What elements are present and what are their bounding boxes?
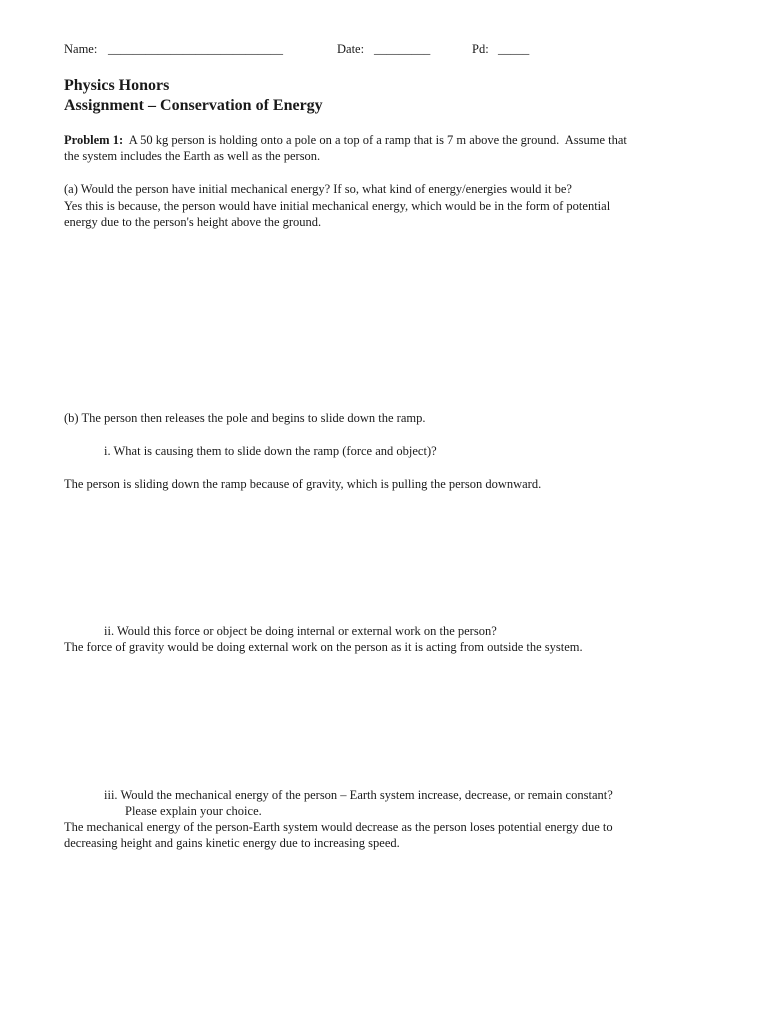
course-title: Physics Honors bbox=[64, 77, 170, 94]
part-a-answer-line2: energy due to the person's height above the ground. bbox=[64, 215, 322, 229]
part-b-question-iii-line2: Please explain your choice. bbox=[125, 804, 262, 818]
date-blank[interactable]: _________ bbox=[374, 42, 431, 56]
problem1-text-1: A 50 kg person is holding onto a pole on a top of a ramp that is 7 m above the ground. Assume that bbox=[123, 133, 627, 147]
part-b-question-iii-line1: iii. Would the mechanical energy of the person – Earth system increase, decrease, or remain constant? bbox=[104, 788, 613, 802]
part-b-question-ii: ii. Would this force or object be doing internal or external work on the person? bbox=[104, 624, 497, 638]
part-b-answer-iii-line2: decreasing height and gains kinetic energy due to increasing speed. bbox=[64, 836, 400, 850]
name-blank[interactable]: ____________________________ bbox=[108, 42, 283, 56]
part-b-answer-i: The person is sliding down the ramp because of gravity, which is pulling the person downward. bbox=[64, 477, 542, 491]
problem1-line1 bbox=[64, 132, 627, 148]
part-b-answer-ii: The force of gravity would be doing external work on the person as it is acting from outside the system. bbox=[64, 640, 583, 654]
problem1-line2: the system includes the Earth as well as the person. bbox=[64, 149, 321, 163]
date-label: Date: bbox=[337, 42, 365, 56]
problem1-label: Problem 1: bbox=[64, 133, 124, 147]
part-b-answer-iii-line1: The mechanical energy of the person-Earth system would decrease as the person loses potential energy due to bbox=[64, 820, 613, 834]
assignment-title: Assignment – Conservation of Energy bbox=[64, 97, 323, 114]
part-a-answer-line1: Yes this is because, the person would have initial mechanical energy, which would be in the form of potential bbox=[64, 199, 611, 213]
name-label: Name: bbox=[64, 42, 98, 56]
period-blank[interactable]: _____ bbox=[498, 42, 530, 56]
period-label: Pd: bbox=[472, 42, 489, 56]
part-b-intro: (b) The person then releases the pole and begins to slide down the ramp. bbox=[64, 411, 426, 425]
part-b-question-i: i. What is causing them to slide down the ramp (force and object)? bbox=[104, 444, 437, 458]
part-a-question: (a) Would the person have initial mechanical energy? If so, what kind of energy/energies would it be? bbox=[64, 182, 572, 196]
